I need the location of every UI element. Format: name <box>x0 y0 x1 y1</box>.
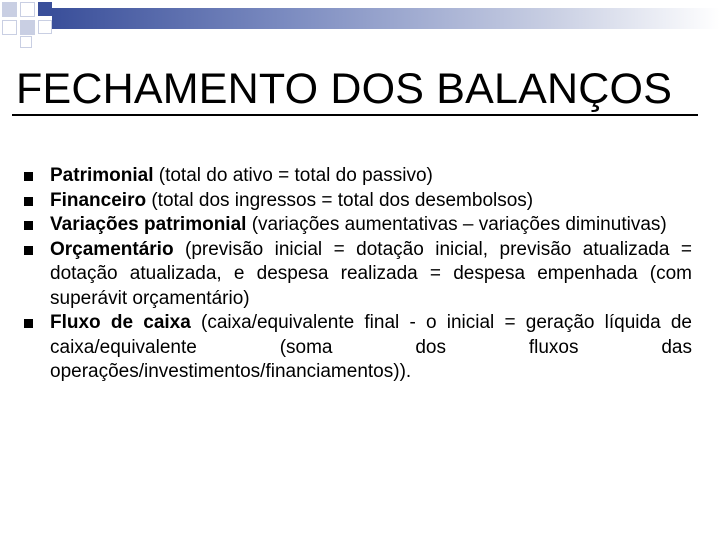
decor-square <box>20 36 32 48</box>
square-bullet-icon <box>24 246 33 255</box>
bullet-text: (total dos ingressos = total dos desembolsos) <box>146 189 534 211</box>
bullet-item-financeiro <box>24 189 692 214</box>
bullet-term: Financeiro <box>50 189 147 211</box>
bullet-list <box>24 164 692 385</box>
decor-square <box>20 20 35 35</box>
header-decoration <box>0 0 720 48</box>
bullet-item-patrimonial <box>24 164 692 189</box>
bullet-item-orcamentario <box>24 238 692 312</box>
bullet-term: Patrimonial <box>50 165 154 186</box>
bullet-text: (previsão inicial = dotação inicial, previsão atualizada = dotação atualizada, e despesa realizada = despesa empenhada (com superávit orçamentário) <box>50 238 692 309</box>
bullet-item-variacoes <box>24 213 692 238</box>
bullet-text: (variações aumentativas – variações diminutivas) <box>246 214 667 235</box>
square-bullet-icon <box>24 221 33 230</box>
bullet-term: Variações patrimonial <box>50 214 247 235</box>
decor-square <box>2 2 17 17</box>
decor-square <box>38 2 52 16</box>
header-gradient-bar <box>52 8 720 29</box>
slide-title: FECHAMENTO DOS BALANÇOS <box>16 65 673 113</box>
decor-square <box>38 20 52 34</box>
square-bullet-icon <box>24 197 33 206</box>
square-bullet-icon <box>24 319 33 328</box>
decor-square <box>20 2 35 17</box>
bullet-term: Orçamentário <box>50 238 174 260</box>
bullet-text: (total do ativo = total do passivo) <box>153 165 433 186</box>
bullet-text: (caixa/equivalente final - o inicial = geração líquida de caixa/equivalente (soma dos fluxos das operações/investimentos/financiamentos)). <box>50 312 692 382</box>
bullet-term: Fluxo de caixa <box>50 312 191 333</box>
square-bullet-icon <box>24 172 33 181</box>
decor-square <box>2 20 17 35</box>
bullet-item-fluxo-de-caixa <box>24 311 692 385</box>
title-underline <box>12 114 698 116</box>
